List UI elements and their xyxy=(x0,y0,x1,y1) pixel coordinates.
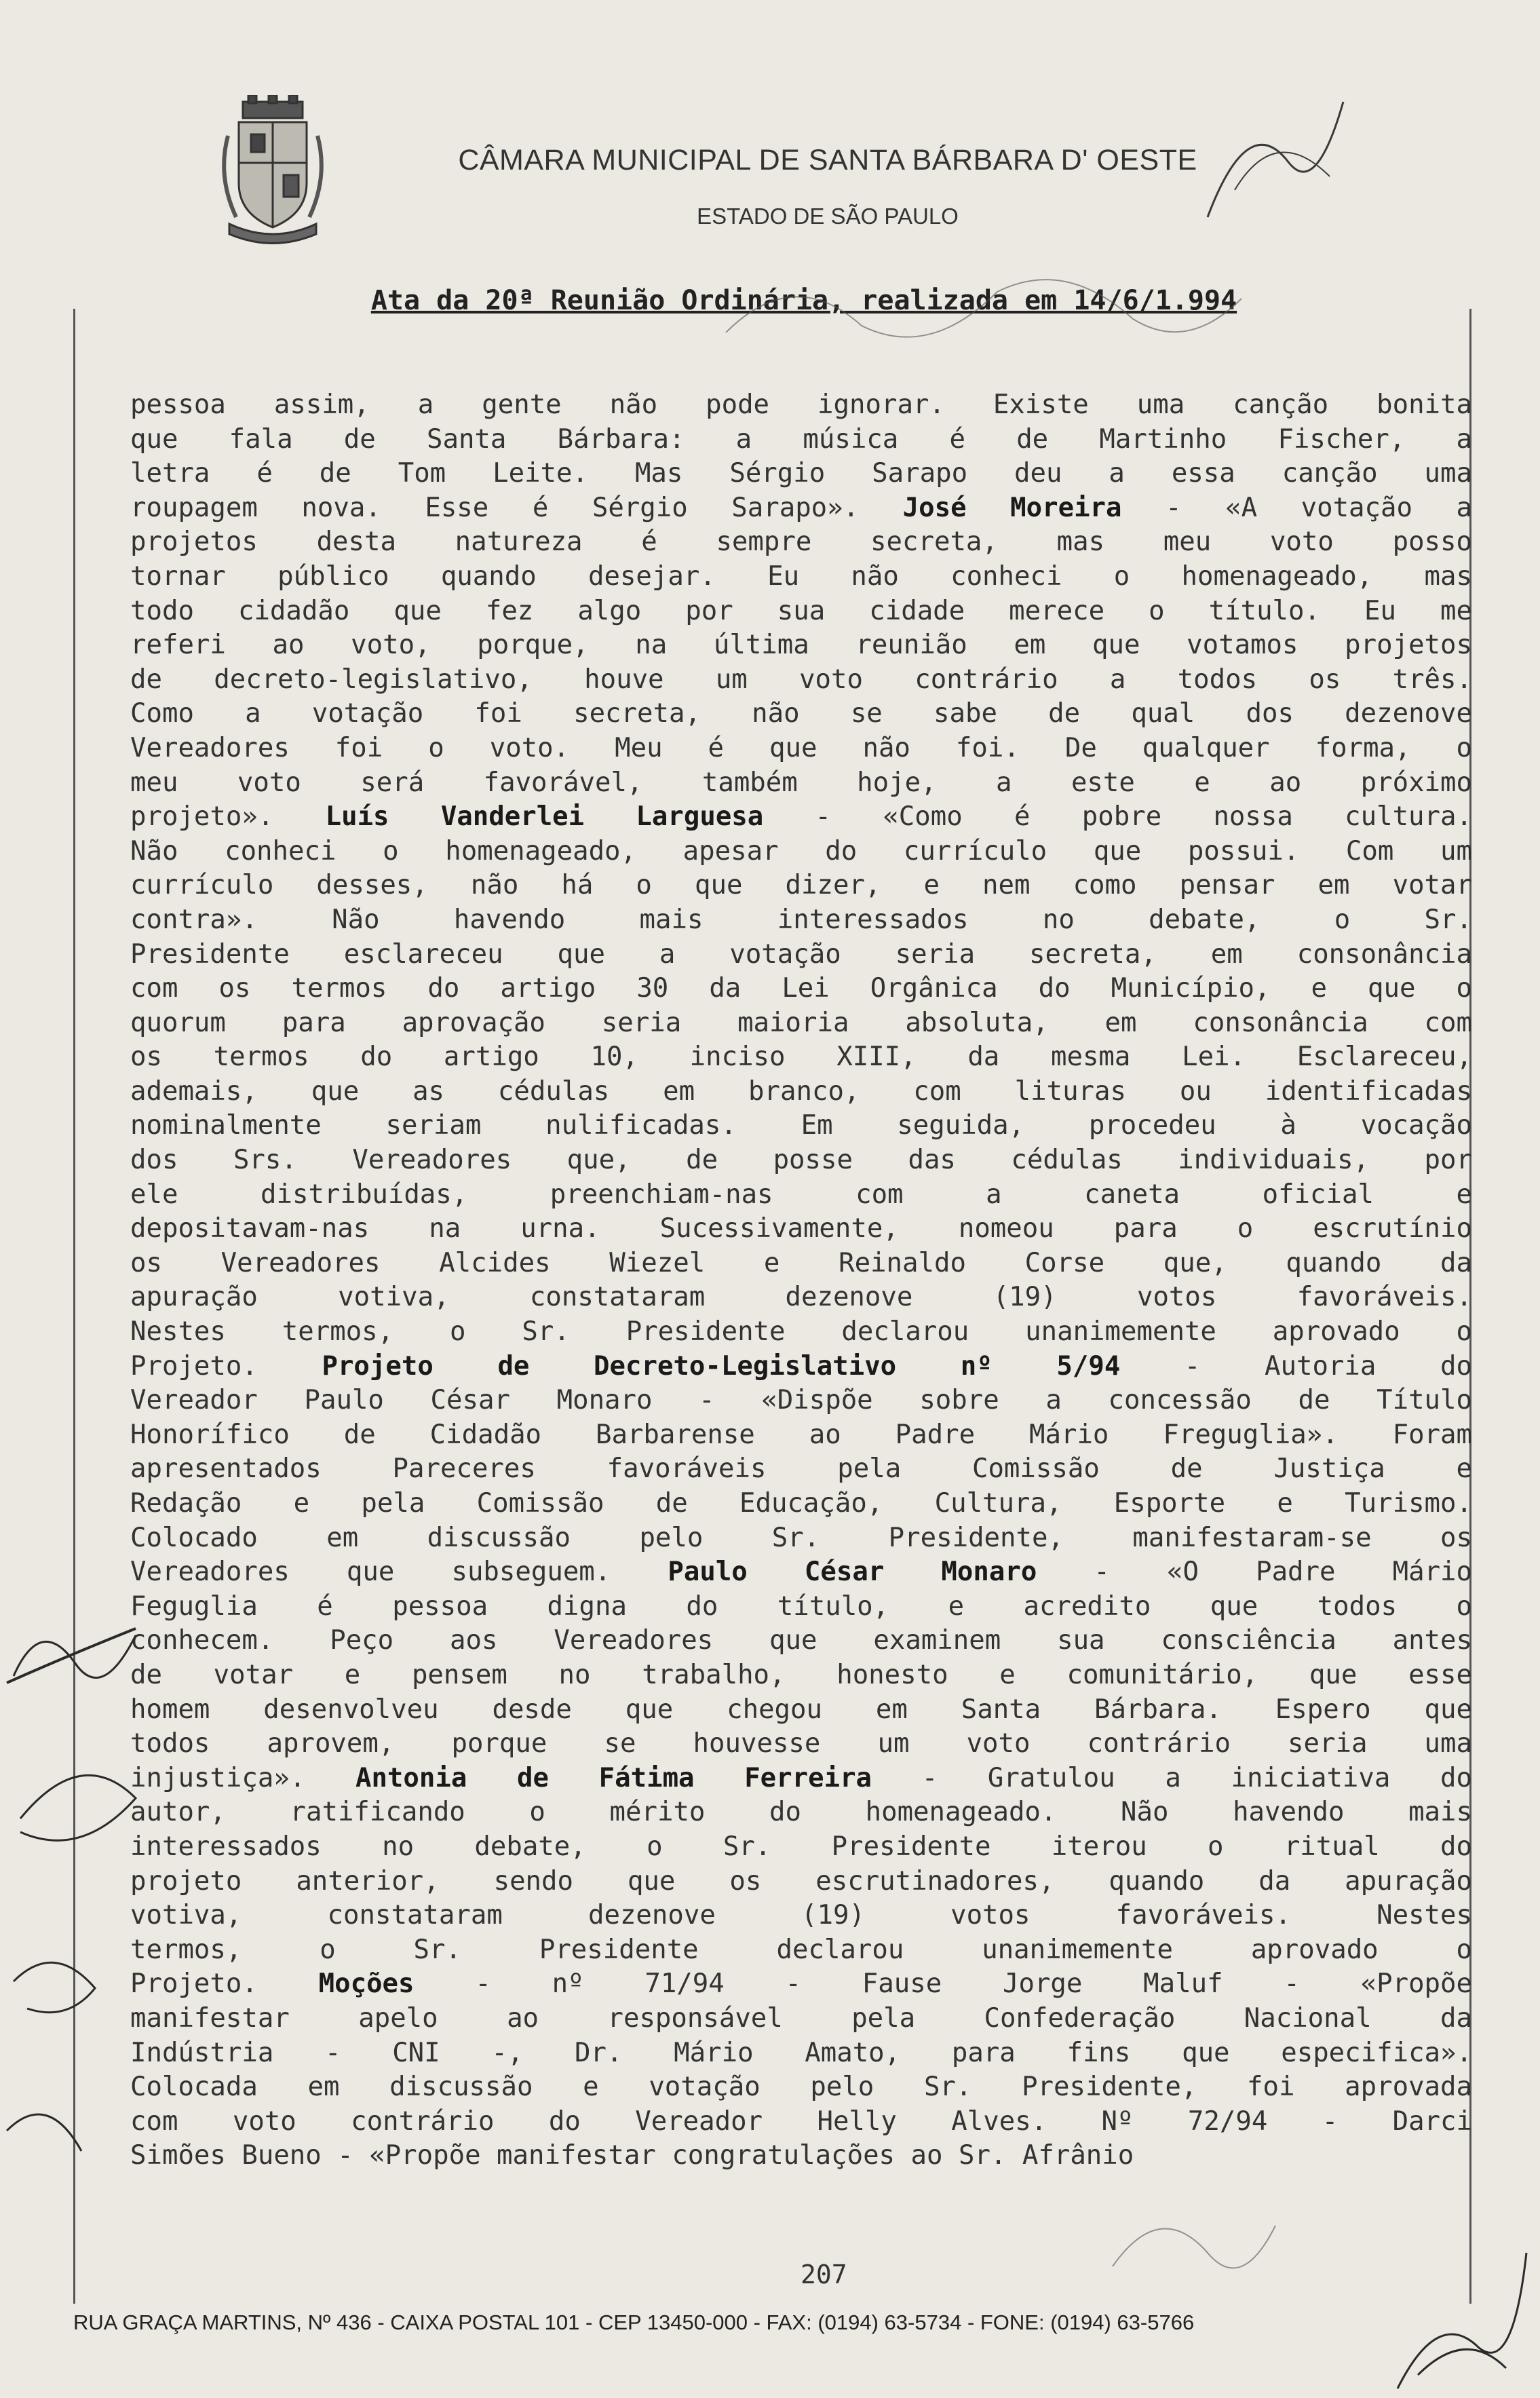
text-segment: meu voto será favorável, também hoje, a este e ao próximo xyxy=(130,767,1472,798)
text-line xyxy=(130,1178,1472,1213)
text-segment: todo cidadão que fez algo por sua cidade merece o título. Eu me xyxy=(130,595,1472,626)
text-line xyxy=(130,869,1472,903)
minutes-body xyxy=(130,388,1472,2173)
text-line xyxy=(130,1143,1472,1178)
speaker-name: Paulo César Monaro xyxy=(668,1557,1037,1588)
text-line xyxy=(130,766,1472,801)
text-segment: de decreto-legislativo, houve um voto contrário a todos os três. xyxy=(130,664,1472,695)
text-line xyxy=(130,1555,1472,1590)
text-line xyxy=(130,2002,1472,2036)
text-segment: com voto contrário do Vereador Helly Alves. Nº 72/94 - Darci xyxy=(130,2106,1472,2137)
text-segment: Vereadores foi o voto. Meu é que não foi. De qualquer forma, o xyxy=(130,732,1472,763)
text-segment: com os termos do artigo 30 da Lei Orgânica do Município, e que o xyxy=(130,973,1472,1004)
text-segment: votiva, constataram dezenove (19) votos favoráveis. Nestes xyxy=(130,1900,1472,1931)
text-segment: Colocado em discussão pelo Sr. Presidente, manifestaram-se os xyxy=(130,1522,1472,1553)
text-segment: Projeto. xyxy=(130,1968,319,2000)
text-segment: Vereadores que subseguem. xyxy=(130,1557,668,1588)
text-segment: letra é de Tom Leite. Mas Sérgio Sarapo deu a essa canção uma xyxy=(130,458,1472,489)
text-line xyxy=(130,457,1472,491)
signature-top-right-icon xyxy=(1194,81,1370,258)
text-segment: referi ao voto, porque, na última reunião em que votamos projetos xyxy=(130,630,1472,661)
text-line xyxy=(130,2036,1472,2071)
text-line xyxy=(130,628,1472,663)
signature-name-overlay-icon xyxy=(712,251,1255,366)
text-line xyxy=(130,1487,1472,1521)
text-line xyxy=(130,938,1472,972)
text-line xyxy=(130,972,1472,1006)
text-line xyxy=(130,1762,1472,1796)
text-segment: - «O Padre Mário xyxy=(1037,1557,1473,1588)
text-segment: Projeto. xyxy=(130,1350,322,1382)
text-line xyxy=(130,1384,1472,1418)
text-segment: autor, ratificando o mérito do homenageado. Não havendo mais xyxy=(130,1797,1472,1828)
text-line xyxy=(130,1075,1472,1109)
text-segment: manifestar apelo ao responsável pela Confederação Nacional da xyxy=(130,2002,1472,2034)
text-segment: depositavam-nas na urna. Sucessivamente, nomeou para o escrutínio xyxy=(130,1213,1472,1244)
text-line xyxy=(130,1933,1472,1968)
text-line xyxy=(130,1006,1472,1041)
text-segment: quorum para aprovação seria maioria absoluta, em consonância com xyxy=(130,1007,1472,1038)
institution-name: CÂMARA MUNICIPAL DE SANTA BÁRBARA D' OESTE xyxy=(458,144,1197,176)
text-segment: Vereador Paulo César Monaro - «Dispõe sobre a concessão de Título xyxy=(130,1385,1472,1416)
text-segment: projetos desta natureza é sempre secreta, mas meu voto posso xyxy=(130,527,1472,558)
text-segment: injustiça». xyxy=(130,1762,355,1793)
text-line xyxy=(130,1109,1472,1143)
signature-left-margin-icon xyxy=(0,1574,156,2185)
text-line xyxy=(130,1246,1472,1281)
state-name: ESTADO DE SÃO PAULO xyxy=(697,204,959,229)
text-line xyxy=(130,800,1472,835)
text-line xyxy=(130,1967,1472,2002)
speaker-name: Luís Vanderlei Larguesa xyxy=(325,801,764,833)
text-line xyxy=(130,1865,1472,1899)
text-line xyxy=(130,2139,1472,2173)
text-line xyxy=(130,1727,1472,1762)
text-segment: nominalmente seriam nulificadas. Em seguida, procedeu à vocação xyxy=(130,1110,1472,1141)
text-line xyxy=(130,1693,1472,1728)
text-segment: tornar público quando desejar. Eu não conheci o homenageado, mas xyxy=(130,560,1472,592)
text-line xyxy=(130,1830,1472,1865)
text-line xyxy=(130,560,1472,594)
speaker-name: Antonia de Fátima Ferreira xyxy=(355,1762,872,1793)
text-segment: Como a votação foi secreta, não se sabe de qual dos dezenove xyxy=(130,698,1472,729)
text-line xyxy=(130,2070,1472,2105)
text-segment: pessoa assim, a gente não pode ignorar. Existe uma canção bonita xyxy=(130,389,1472,420)
text-segment: - Autoria do xyxy=(1120,1350,1472,1382)
text-line xyxy=(130,1280,1472,1315)
text-segment: Redação e pela Comissão de Educação, Cultura, Esporte e Turismo. xyxy=(130,1488,1472,1519)
text-line xyxy=(130,835,1472,869)
municipal-crest-icon xyxy=(216,95,330,244)
text-segment: Não conheci o homenageado, apesar do currículo que possui. Com um xyxy=(130,835,1472,867)
text-line xyxy=(130,697,1472,731)
text-segment: termos, o Sr. Presidente declarou unanimemente aprovado o xyxy=(130,1934,1472,1965)
text-segment: dos Srs. Vereadores que, de posse das cédulas individuais, por xyxy=(130,1145,1472,1176)
text-segment: - «A votação a xyxy=(1121,492,1472,523)
text-line xyxy=(130,1418,1472,1453)
text-line xyxy=(130,1040,1472,1075)
text-segment: contra». Não havendo mais interessados no debate, o Sr. xyxy=(130,904,1472,935)
text-segment: os Vereadores Alcides Wiezel e Reinaldo Corse que, quando da xyxy=(130,1247,1472,1278)
text-line xyxy=(130,731,1472,766)
text-segment: de votar e pensem no trabalho, honesto e comunitário, que esse xyxy=(130,1659,1472,1690)
text-segment: os termos do artigo 10, inciso XIII, da mesma Lei. Esclareceu, xyxy=(130,1042,1472,1073)
text-line xyxy=(130,1899,1472,1933)
text-line xyxy=(130,1350,1472,1384)
text-segment: - «Como é pobre nossa cultura. xyxy=(763,801,1472,833)
text-segment: ademais, que as cédulas em branco, com lituras ou identificadas xyxy=(130,1076,1472,1107)
text-line xyxy=(130,903,1472,938)
text-segment: projeto». xyxy=(130,801,326,833)
text-line xyxy=(130,491,1472,526)
document-title: Ata da 20ª Reunião Ordinária, realizada em 14/6/1.994 xyxy=(370,285,1237,316)
text-line xyxy=(130,388,1472,423)
text-segment: homem desenvolveu desde que chegou em Santa Bárbara. Espero que xyxy=(130,1694,1472,1725)
text-segment: ele distribuídas, preenchiam-nas com a caneta oficial e xyxy=(130,1179,1472,1210)
text-line xyxy=(130,1658,1472,1693)
page-number: 207 xyxy=(801,2260,847,2289)
text-line xyxy=(130,1590,1472,1624)
text-line xyxy=(130,1212,1472,1246)
speaker-name: Projeto de Decreto-Legislativo nº 5/94 xyxy=(322,1350,1121,1382)
text-segment: Nestes termos, o Sr. Presidente declarou unanimemente aprovado o xyxy=(130,1316,1472,1348)
signature-bottom-right-icon xyxy=(1099,2171,1533,2395)
text-segment: Feguglia é pessoa digna do título, e acredito que todos o xyxy=(130,1591,1472,1622)
text-segment: apresentados Pareceres favoráveis pela Comissão de Justiça e xyxy=(130,1453,1472,1485)
speaker-name: José Moreira xyxy=(902,492,1122,523)
address-footer: RUA GRAÇA MARTINS, Nº 436 - CAIXA POSTAL 101 - CEP 13450-000 - FAX: (0194) 63-5734 - FONE: (0194) 63-5766 xyxy=(73,2310,1195,2334)
text-segment: currículo desses, não há o que dizer, e nem como pensar em votar xyxy=(130,870,1472,901)
text-segment: - Gratulou a iniciativa do xyxy=(872,1762,1472,1793)
text-line xyxy=(130,2105,1472,2139)
text-line xyxy=(130,1315,1472,1350)
text-segment: Simões Bueno - «Propõe manifestar congratulações ao Sr. Afrânio xyxy=(130,2140,1134,2171)
text-segment: conhecem. Peço aos Vereadores que examinem sua consciência antes xyxy=(130,1625,1472,1656)
text-line xyxy=(130,1521,1472,1556)
text-segment: Indústria - CNI -, Dr. Mário Amato, para fins que especifica». xyxy=(130,2037,1472,2068)
text-segment: Colocada em discussão e votação pelo Sr. Presidente, foi aprovada xyxy=(130,2072,1472,2103)
text-segment: - nº 71/94 - Fause Jorge Maluf - «Propõe xyxy=(414,1968,1472,2000)
text-line xyxy=(130,1452,1472,1487)
text-segment: apuração votiva, constataram dezenove (19) votos favoráveis. xyxy=(130,1282,1472,1313)
text-line xyxy=(130,594,1472,629)
text-segment: Honorífico de Cidadão Barbarense ao Padre Mário Freguglia». Foram xyxy=(130,1419,1472,1450)
speaker-name: Moções xyxy=(318,1968,415,2000)
text-segment: projeto anterior, sendo que os escrutinadores, quando da apuração xyxy=(130,1865,1472,1897)
text-segment: roupagem nova. Esse é Sérgio Sarapo». xyxy=(130,492,903,523)
text-segment: interessados no debate, o Sr. Presidente iterou o ritual do xyxy=(130,1831,1472,1862)
text-line xyxy=(130,423,1472,457)
text-segment: todos aprovem, porque se houvesse um voto contrário seria uma xyxy=(130,1728,1472,1759)
text-line xyxy=(130,1795,1472,1830)
text-line xyxy=(130,525,1472,560)
text-segment: Presidente esclareceu que a votação seria secreta, em consonância xyxy=(130,938,1472,970)
text-line xyxy=(130,1624,1472,1658)
text-segment: que fala de Santa Bárbara: a música é de Martinho Fischer, a xyxy=(130,423,1472,455)
text-line xyxy=(130,663,1472,698)
